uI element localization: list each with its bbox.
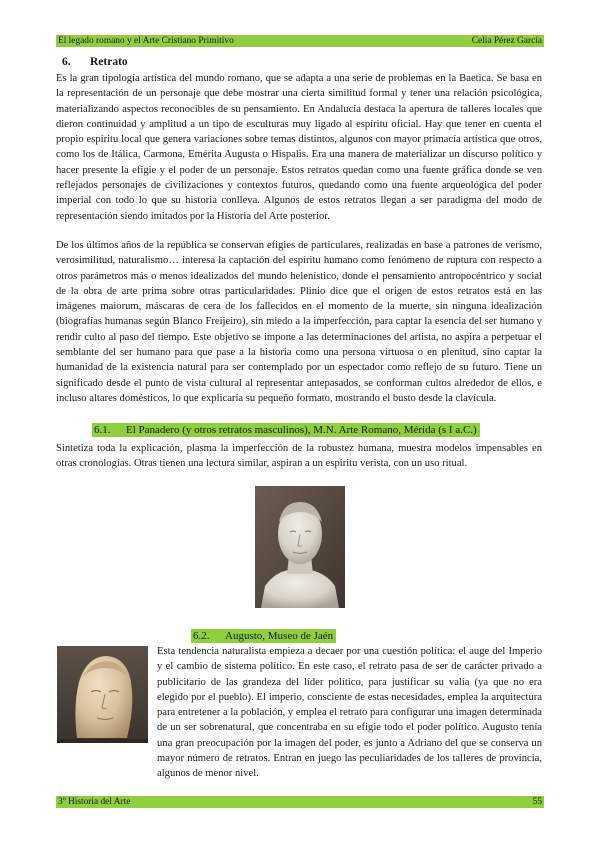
subsection-title-augusto (191, 629, 336, 643)
section-title-text: Retrato (90, 56, 128, 68)
footer-left: 3º Historia del Arte (58, 797, 131, 807)
bust-panadero-photo (255, 486, 345, 608)
paragraph-panadero: Sintetiza toda la explicación, plasma la imperfección de la robustez humana, muestra modelos impensables en otras cronologías. Otras tienen una lectura similar, aspiran a un espíritu verista, con un uso ritual. (56, 443, 542, 470)
subsection-number: 6.1. (94, 424, 111, 436)
header-left: El legado romano y el Arte Cristiano Primitivo (58, 36, 234, 46)
paragraph-republic: De los últimos años de la república se conservan efigies de particulares, realizadas en base a patrones de verismo, verosimilitud, naturalismo… interesa la captación del espíritu humano como fenómeno de ruptura con respecto a otros parámetros más o menos idealizados del mundo helenístico, donde el pensamiento antropocéntrico y social de la obra de arte prima sobre otras particularidades. Plinio dice que el origen de estos retratos está en las imágenes maiorum, máscaras de cera de los fallecidos en el momento de la muerte, sin ninguna idealización (biografías humanas según Blanco Freijeiro), sin miedo a la imperfección, para captar la esencia del ser humano y rendir culto al paso del tiempo. Este objetivo se impone a las determinaciones del artista, no aspira a perpetuar el semblante del ser humano para que pase a la historia como una persona virtuosa o en plenitud, sino captar la humanidad de la existencia natural para ser contemplado por un espectador como reflejo de su futuro. Tiene un significado desde el punto de vista cultural al representar antepasados, se conforman cultos alrededor de ellos, e incluso altares domésticos, lo que explicaría su pequeño formato, mostrando el busto desde la clavícula. (56, 240, 542, 404)
page-number: 55 (532, 797, 542, 807)
paragraph-intro: Es la gran tipología artística del mundo romano, que se adapta a una serie de problemas en la Baetica. Se basa en la representación de un personaje que debe mostrar una cierta similitud formal y tener una relación psicológica, materializando aspectos reconocibles de su pensamiento. En Andalucía destaca la apertura de talleres locales que dieron continuidad y amplitud a un tipo de esculturas muy ligado al espíritu oficial. Hay que tener en cuenta el propio espíritu local que genera variaciones sobre temas distintos, algunos con mayor primacía artística que otros, como los de Itálica, Carmona, Emérita Augusta o Hispalis. Era una manera de materializar un discurso político y hacer presente la efigie y el poder de un personaje. Estos retratos quedan como una fuente gráfica donde se ven reflejados personajes de civilizaciones y contextos futuros, quedando como una fuente arqueológica del poder imperial con todo lo que su historia conlleva. Algunos de estos retratos llegan a ser paradigma del modo de representación siendo imitados por la Historia del Arte posterior. (56, 73, 542, 222)
bust-augusto-image (57, 646, 148, 743)
section-number: 6. (62, 56, 71, 68)
bust-panadero-image (255, 486, 345, 608)
subsection-title-text: El Panadero (y otros retratos masculinos), M.N. Arte Romano, Mérida (s I a.C.) (126, 424, 477, 436)
page-header (56, 35, 544, 47)
section-title (62, 56, 128, 68)
bust-augusto-photo (57, 646, 148, 743)
subsection-title-text: Augusto, Museo de Jaén (225, 630, 334, 642)
paragraph-augusto: Esta tendencia naturalista empieza a decaer por una cuestión política: el auge del Imperio y el cambio de sistema político. En este caso, el retrato pasa de ser de carácter privado a publicitario de las grandeza del líder político, para justificar su valía (ya que no era elegido por el pueblo). El imperio, consciente de estas necesidades, emplea la arquitectura para entretener a la población, y emplea el retrato para configurar una imagen determinada de un ser sobrenatural, que concentraba en su efigie todo el poder político. Augusto tenía una gran preocupación por la imagen del poder, es junto a Adriano del que se conserva un mayor número de retratos. Entran en juego las peculiaridades de los talleres de provincia, algunos de menor nivel. (157, 646, 542, 780)
subsection-title-panadero (92, 423, 480, 437)
page-footer (56, 796, 544, 808)
header-right: Celia Pérez García (471, 36, 542, 46)
subsection-number: 6.2. (193, 630, 210, 642)
